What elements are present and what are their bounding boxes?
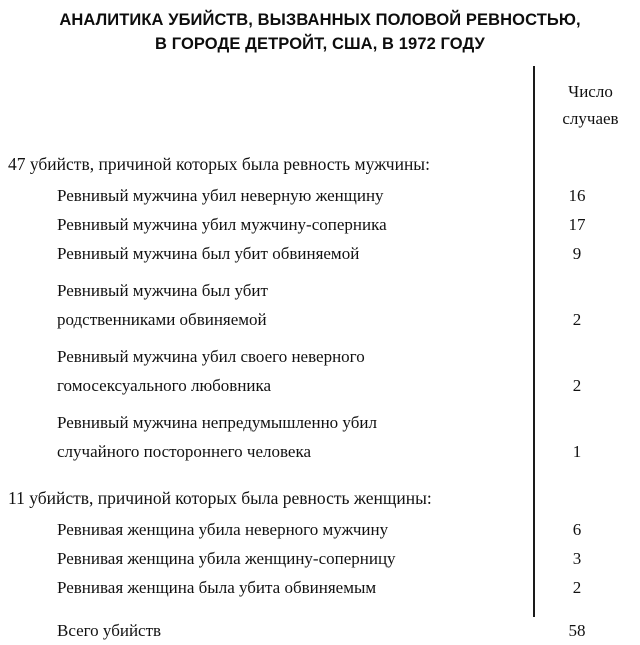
table-row <box>0 573 640 602</box>
section-heading-label: 47 убийств, причиной которых была ревность мужчины: <box>8 154 430 174</box>
row-label: Ревнивая женщина была убита обвиняемым <box>57 578 377 597</box>
column-header-line-2: случаев <box>562 109 619 128</box>
table-row <box>0 210 640 239</box>
table-row <box>0 181 640 210</box>
statistics-table <box>0 150 640 645</box>
column-header-line-1: Число <box>568 82 613 101</box>
table-row <box>0 515 640 544</box>
column-header-case-count <box>541 78 640 132</box>
row-value: 17 <box>568 215 586 234</box>
table-row <box>0 239 640 268</box>
row-value: 6 <box>572 520 582 539</box>
table-row <box>0 276 640 334</box>
total-spacer <box>0 602 640 616</box>
row-value: 16 <box>568 186 586 205</box>
section-heading-female-jealousy <box>0 484 640 513</box>
row-value: 9 <box>572 244 582 263</box>
row-label: Ревнивый мужчина убил мужчину-соперника <box>57 215 387 234</box>
row-label-line-2: случайного постороннего человека <box>57 442 312 461</box>
page-title-line-1: АНАЛИТИКА УБИЙСТВ, ВЫЗВАННЫХ ПОЛОВОЙ РЕВНОСТЬЮ, <box>59 11 581 29</box>
page-title <box>0 8 640 56</box>
section-spacer <box>0 466 640 484</box>
row-label-line-1: Ревнивый мужчина был убит <box>57 281 268 300</box>
row-label-line-1: Ревнивый мужчина непредумышленно убил <box>57 413 377 432</box>
table-row <box>0 408 640 466</box>
row-label-line-2: гомосексуального любовника <box>57 376 272 395</box>
row-label: Ревнивый мужчина был убит обвиняемой <box>57 244 360 263</box>
row-spacer <box>0 268 640 276</box>
row-label-line-1: Ревнивый мужчина убил своего неверного <box>57 347 365 366</box>
section-heading-label: 11 убийств, причиной которых была ревность женщины: <box>8 488 432 508</box>
total-row <box>0 616 640 645</box>
table-row <box>0 342 640 400</box>
row-value: 2 <box>572 310 582 329</box>
row-spacer <box>0 334 640 342</box>
row-spacer <box>0 400 640 408</box>
row-value: 1 <box>572 442 582 461</box>
row-value: 3 <box>572 549 582 568</box>
row-value: 2 <box>572 578 582 597</box>
total-label: Всего убийств <box>57 621 162 640</box>
row-label-line-2: родственниками обвиняемой <box>57 310 267 329</box>
row-label: Ревнивый мужчина убил неверную женщину <box>57 186 384 205</box>
row-value: 2 <box>572 376 582 395</box>
table-row <box>0 544 640 573</box>
row-label: Ревнивая женщина убила женщину-соперницу <box>57 549 396 568</box>
total-value: 58 <box>568 621 586 640</box>
row-label: Ревнивая женщина убила неверного мужчину <box>57 520 389 539</box>
page-title-line-2: В ГОРОДЕ ДЕТРОЙТ, США, В 1972 ГОДУ <box>155 35 485 53</box>
section-heading-male-jealousy <box>0 150 640 179</box>
